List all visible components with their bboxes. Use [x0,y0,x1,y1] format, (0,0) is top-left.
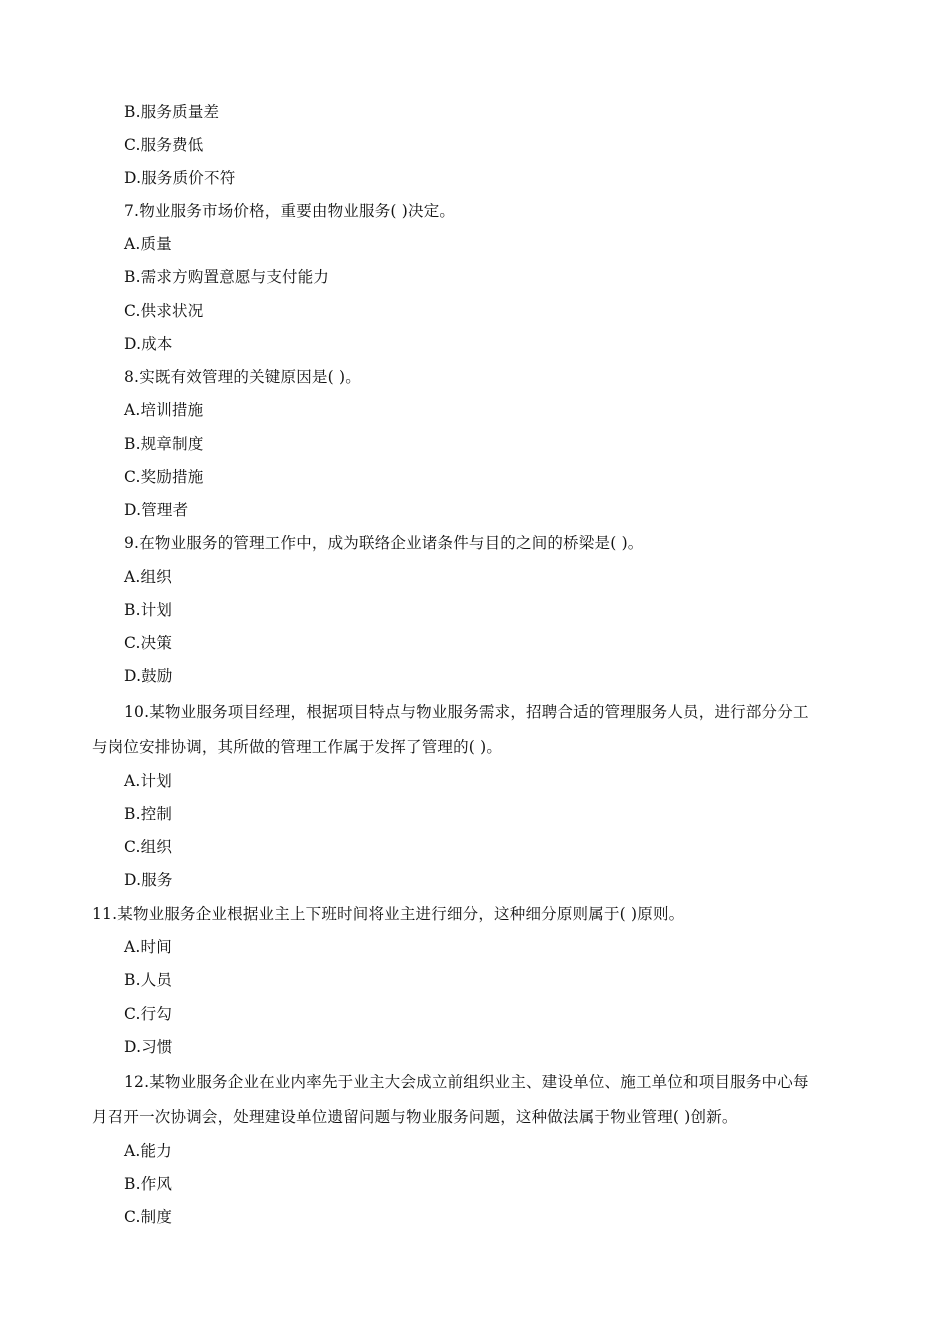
option-line: A.培训措施 [124,401,204,419]
option-line: A.时间 [124,938,172,956]
question-11: 11.某物业服务企业根据业主上下班时间将业主进行细分，这种细分原则属于( )原则。 [92,905,685,923]
question-12-continued: 月召开一次协调会，处理建设单位遗留问题与物业服务问题，这种做法属于物业管理( )创新。 [92,1108,738,1126]
option-line: D.习惯 [124,1038,173,1056]
option-line: B.计划 [124,601,173,619]
question-7: 7.物业服务市场价格，重要由物业服务( )决定。 [124,202,456,220]
question-10-continued: 与岗位安排协调，其所做的管理工作属于发挥了管理的( )。 [92,738,503,756]
option-line: C.服务费低 [124,136,204,154]
option-line: D.服务 [124,871,173,889]
option-line: D.鼓励 [124,667,173,685]
option-line: A.组织 [124,568,172,586]
option-line: A.质量 [124,235,172,253]
option-line: A.计划 [124,772,172,790]
option-line: D.成本 [124,335,173,353]
option-line: C.奖励措施 [124,468,204,486]
option-line: B.规章制度 [124,435,204,453]
option-line: B.服务质量差 [124,103,220,121]
option-line: C.制度 [124,1208,173,1226]
option-line: A.能力 [124,1142,172,1160]
option-line: D.服务质价不符 [124,169,236,187]
option-line: C.供求状况 [124,302,204,320]
question-12: 12.某物业服务企业在业内率先于业主大会成立前组织业主、建设单位、施工单位和项目服务中心每 [124,1073,809,1091]
option-line: B.人员 [124,971,173,989]
question-8: 8.实既有效管理的关键原因是( )。 [124,368,361,386]
option-line: B.控制 [124,805,173,823]
option-line: C.行勾 [124,1005,173,1023]
option-line: C.决策 [124,634,173,652]
option-line: B.作风 [124,1175,173,1193]
question-10: 10.某物业服务项目经理，根据项目特点与物业服务需求，招聘合适的管理服务人员，进行部分分工 [124,703,809,721]
option-line: D.管理者 [124,501,189,519]
option-line: C.组织 [124,838,173,856]
question-9: 9.在物业服务的管理工作中，成为联络企业诸条件与目的之间的桥梁是( )。 [124,534,644,552]
option-line: B.需求方购置意愿与支付能力 [124,268,330,286]
